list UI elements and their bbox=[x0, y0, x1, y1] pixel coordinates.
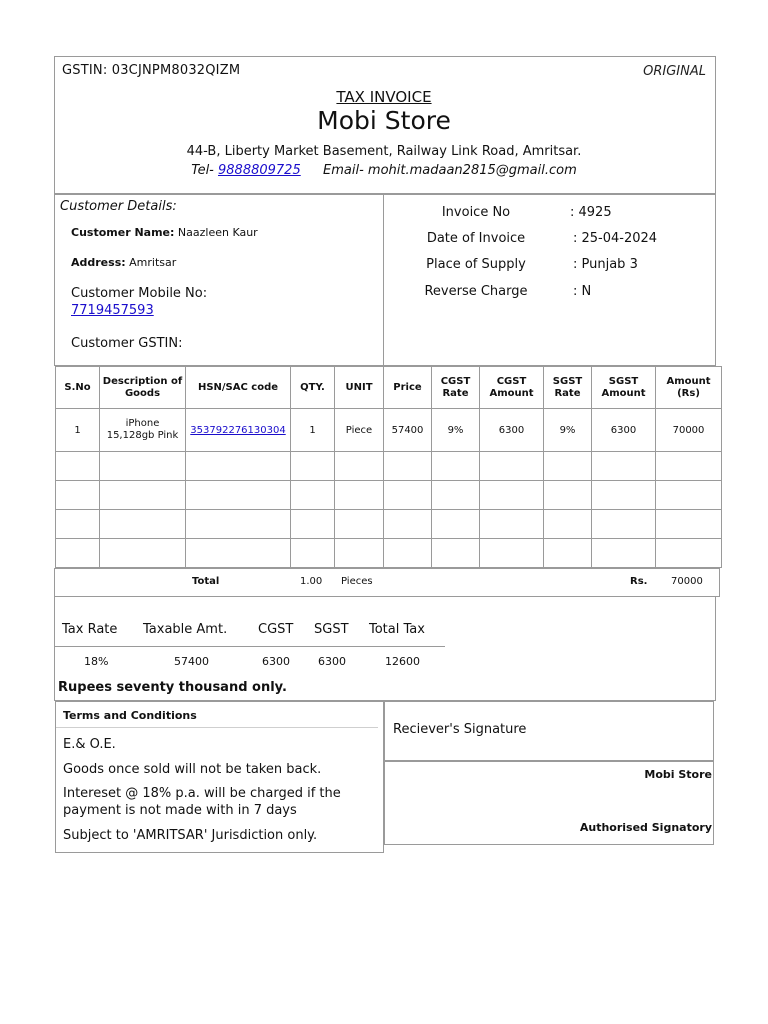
customer-name-value: Naazleen Kaur bbox=[177, 226, 258, 239]
col-amount: Amount (Rs) bbox=[656, 367, 722, 409]
signature-store-name: Mobi Store bbox=[644, 768, 712, 781]
customer-details-heading: Customer Details: bbox=[60, 199, 177, 214]
col-description: Description of Goods bbox=[100, 367, 186, 409]
total-tax-value: 12600 bbox=[385, 655, 420, 668]
invoice-number-label: Invoice No bbox=[441, 205, 511, 220]
reverse-charge-value: : N bbox=[573, 284, 592, 299]
document-title: TAX INVOICE bbox=[336, 88, 432, 106]
cell-price: 57400 bbox=[384, 409, 432, 452]
invoice-date-label: Date of Invoice bbox=[426, 231, 526, 246]
authorised-signatory-label: Authorised Signatory bbox=[579, 821, 712, 834]
customer-address-value: Amritsar bbox=[129, 256, 177, 269]
customer-mobile-link[interactable]: 7719457593 bbox=[71, 303, 154, 318]
customer-name-label: Customer Name: bbox=[71, 226, 175, 239]
amount-in-words: Rupees seventy thousand only. bbox=[58, 680, 287, 695]
store-contact bbox=[0, 163, 768, 178]
term-item: E.& O.E. bbox=[63, 737, 116, 752]
cell-sgst-rate: 9% bbox=[544, 409, 592, 452]
empty-row bbox=[56, 452, 722, 481]
term-item: Intereset @ 18% p.a. will be charged if the payment is not made with in 7 days bbox=[63, 786, 341, 818]
cgst-header: CGST bbox=[258, 622, 294, 637]
items-header-row bbox=[56, 367, 722, 409]
hsn-link[interactable]: 353792276130304 bbox=[190, 424, 286, 436]
seller-gstin: GSTIN: 03CJNPM8032QIZM bbox=[62, 63, 241, 78]
tax-summary-divider bbox=[54, 646, 445, 647]
tel-label: Tel- bbox=[191, 163, 214, 178]
store-name: Mobi Store bbox=[317, 106, 451, 135]
customer-gstin-label: Customer GSTIN: bbox=[71, 336, 183, 351]
cell-hsn bbox=[186, 409, 291, 452]
tax-rate-value: 18% bbox=[84, 655, 109, 668]
receiver-signature-label: Reciever's Signature bbox=[393, 722, 527, 737]
total-tax-header: Total Tax bbox=[369, 622, 425, 637]
col-qty: QTY. bbox=[291, 367, 335, 409]
place-of-supply-label: Place of Supply bbox=[426, 257, 526, 272]
taxable-amount-value: 57400 bbox=[174, 655, 209, 668]
term-item: Goods once sold will not be taken back. bbox=[63, 762, 322, 777]
col-cgst-amount: CGST Amount bbox=[480, 367, 544, 409]
reverse-charge-label: Reverse Charge bbox=[424, 284, 528, 299]
customer-mobile-label: Customer Mobile No: bbox=[71, 286, 208, 301]
customer-name bbox=[71, 226, 258, 239]
place-of-supply-value: : Punjab 3 bbox=[573, 257, 638, 272]
customer-address bbox=[71, 256, 176, 269]
items-table bbox=[55, 366, 722, 568]
cell-description: iPhone 15,128gb Pink bbox=[100, 409, 186, 452]
total-label: Total bbox=[192, 576, 220, 587]
cell-amount: 70000 bbox=[656, 409, 722, 452]
term-item: Subject to 'AMRITSAR' Jurisdiction only. bbox=[63, 828, 318, 843]
total-unit: Pieces bbox=[341, 576, 373, 587]
cell-sgst-amount: 6300 bbox=[592, 409, 656, 452]
empty-row bbox=[56, 539, 722, 568]
cell-sno: 1 bbox=[56, 409, 100, 452]
customer-address-label: Address: bbox=[71, 256, 126, 269]
cell-unit: Piece bbox=[335, 409, 384, 452]
total-qty: 1.00 bbox=[300, 576, 323, 587]
col-sgst-amount: SGST Amount bbox=[592, 367, 656, 409]
cell-qty: 1 bbox=[291, 409, 335, 452]
table-row bbox=[56, 409, 722, 452]
terms-divider bbox=[56, 727, 378, 728]
cgst-value: 6300 bbox=[262, 655, 290, 668]
col-unit: UNIT bbox=[335, 367, 384, 409]
tax-rate-header: Tax Rate bbox=[62, 622, 118, 637]
invoice-number-value: : 4925 bbox=[570, 205, 612, 220]
tel-link[interactable]: 9888809725 bbox=[218, 163, 301, 178]
cell-cgst-amount: 6300 bbox=[480, 409, 544, 452]
empty-row bbox=[56, 481, 722, 510]
terms-title: Terms and Conditions bbox=[63, 709, 197, 722]
totals-row bbox=[54, 568, 720, 597]
cell-cgst-rate: 9% bbox=[432, 409, 480, 452]
total-amount: 70000 bbox=[671, 576, 703, 587]
col-cgst-rate: CGST Rate bbox=[432, 367, 480, 409]
sgst-header: SGST bbox=[314, 622, 349, 637]
taxable-amount-header: Taxable Amt. bbox=[143, 622, 228, 637]
total-currency: Rs. bbox=[630, 576, 648, 587]
email-label: Email- bbox=[323, 163, 364, 178]
col-sno: S.No bbox=[56, 367, 100, 409]
col-price: Price bbox=[384, 367, 432, 409]
copy-label: ORIGINAL bbox=[643, 64, 706, 79]
invoice-date-value: : 25-04-2024 bbox=[573, 231, 658, 246]
store-address: 44-B, Liberty Market Basement, Railway Link Road, Amritsar. bbox=[186, 144, 582, 159]
col-hsn: HSN/SAC code bbox=[186, 367, 291, 409]
email-address: mohit.madaan2815@gmail.com bbox=[367, 163, 577, 178]
sgst-value: 6300 bbox=[318, 655, 346, 668]
empty-row bbox=[56, 510, 722, 539]
col-sgst-rate: SGST Rate bbox=[544, 367, 592, 409]
